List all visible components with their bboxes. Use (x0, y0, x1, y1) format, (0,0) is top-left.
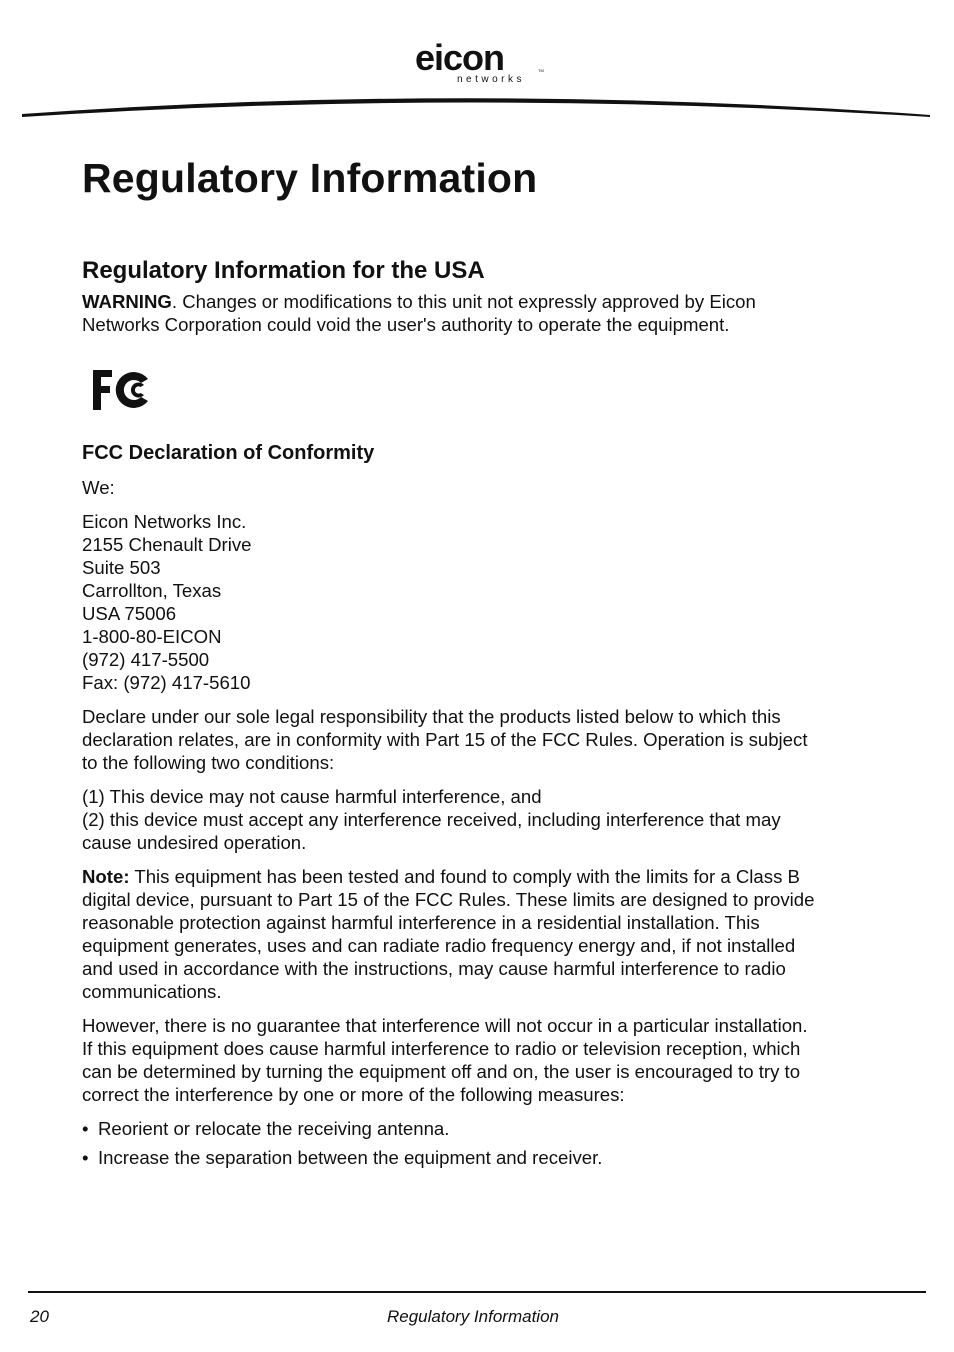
condition-2: (2) this device must accept any interference received, including interference that may cause undesired operation. (82, 809, 781, 853)
logo-wordmark: eicon (415, 38, 505, 78)
bullet-icon: • (82, 1147, 89, 1168)
logo-subtitle: networks (457, 74, 526, 85)
we-label: We: (82, 477, 115, 498)
phone-line: 1-800-80-EICON (82, 626, 222, 647)
declare-paragraph: Declare under our sole legal responsibility that the products listed below to which this declaration relates, are in conformity with Part 15 of the FCC Rules. Operation is subject to the following two conditions: (82, 706, 808, 773)
warning-label: WARNING (82, 291, 172, 312)
page-content (82, 150, 822, 1175)
company-address (82, 510, 822, 694)
list-item (82, 1146, 822, 1169)
header-swoosh-rule (0, 88, 954, 124)
note-paragraph (82, 865, 822, 1003)
note-text: This equipment has been tested and found to comply with the limits for a Class B digital device, pursuant to Part 15 of the FCC Rules. These limits are designed to provide reasonable protection against harmful interference in a residential installation. This equipment generates, uses and can radiate radio frequency energy and, if not installed and used in accordance with the instructions, may cause harmful interference to radio communications. (82, 866, 815, 1002)
warning-paragraph (82, 290, 822, 336)
bullet-icon: • (82, 1118, 89, 1139)
list-item-text: Increase the separation between the equipment and receiver. (98, 1147, 603, 1168)
phone-line: (972) 417-5500 (82, 649, 210, 670)
list-item (82, 1117, 822, 1140)
however-paragraph: However, there is no guarantee that interference will not occur in a particular installation. If this equipment does cause harmful interference to radio or television reception, which can be determined by turning the equipment off and on, the user is encouraged to try to correct the interference by one or more of the following measures: (82, 1015, 808, 1105)
fcc-logo-icon (90, 366, 154, 414)
footer-section-title: Regulatory Information (387, 1307, 559, 1326)
note-label: Note: (82, 866, 130, 887)
measures-list (82, 1117, 822, 1169)
section-title-usa: Regulatory Information for the USA (82, 257, 485, 284)
conditions-paragraph (82, 785, 822, 854)
address-line: USA 75006 (82, 603, 177, 624)
warning-text: . Changes or modifications to this unit not expressly approved by Eicon Networks Corporation could void the user's authority to operate the equipment. (82, 291, 756, 335)
page-title: Regulatory Information (82, 155, 538, 201)
address-line: Eicon Networks Inc. (82, 511, 247, 532)
address-line: Suite 503 (82, 557, 161, 578)
address-line: 2155 Chenault Drive (82, 534, 252, 555)
eicon-networks-logo (405, 38, 555, 88)
footer-rule (28, 1291, 926, 1293)
declaration-title: FCC Declaration of Conformity (82, 442, 375, 464)
logo-tm: TM (538, 68, 544, 73)
page-number: 20 (30, 1307, 49, 1326)
list-item-text: Reorient or relocate the receiving antenna. (98, 1118, 450, 1139)
fax-line: Fax: (972) 417-5610 (82, 672, 251, 693)
address-line: Carrollton, Texas (82, 580, 222, 601)
condition-1: (1) This device may not cause harmful interference, and (82, 786, 542, 807)
